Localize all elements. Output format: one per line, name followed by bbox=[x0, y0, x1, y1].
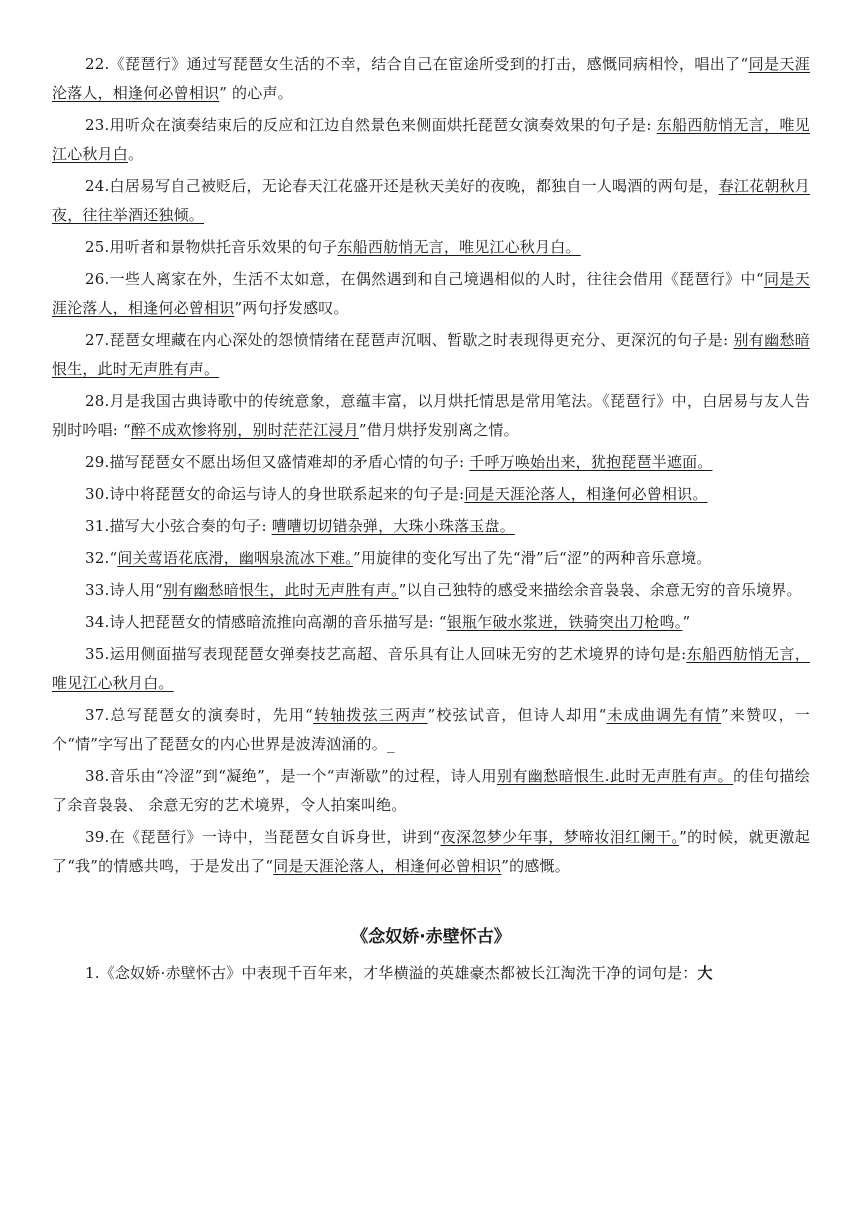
underlined-answer: 千呼万唤始出来，犹抱琵琶半遮面。 bbox=[469, 453, 713, 471]
question-item bbox=[52, 512, 810, 541]
question-item bbox=[52, 762, 810, 820]
underlined-answer: 未成曲调先有情 bbox=[606, 706, 722, 724]
question-item bbox=[52, 823, 810, 881]
question-text: 33.诗人用“ bbox=[85, 581, 163, 599]
question-text: 30.诗中将琵琶女的命运与诗人的身世联系起来的句子是: bbox=[85, 485, 465, 503]
question-item bbox=[52, 448, 810, 477]
question-item bbox=[52, 172, 810, 230]
answer-start: 大 bbox=[697, 964, 713, 982]
underlined-answer: 别有幽愁暗恨生，此时无声胜有声。 bbox=[162, 581, 399, 599]
underlined-answer: 间关莺语花底滑，幽咽泉流冰下难。 bbox=[117, 549, 354, 567]
question-text: 28.月是我国古典诗歌中的传统意象，意蕴丰富，以月烘托情思是常用笔法。《琵琶行》中，白居易与友人告别时吟唱: “ bbox=[52, 392, 810, 439]
underlined-answer: 东船西舫悄无言，唯见江心秋月白。 bbox=[337, 238, 581, 256]
question-text: 34.诗人把琵琶女的情感暗流推向高潮的音乐描写是: “ bbox=[85, 613, 447, 631]
question-text: 29.描写琵琶女不愿出场但又盛情难却的矛盾心情的句子: bbox=[85, 453, 470, 471]
question-text: 31.描写大小弦合奏的句子: bbox=[85, 517, 272, 535]
underlined-answer: 同是天涯沦落人，相逢何必曾相识。 bbox=[464, 485, 708, 503]
question-text: ” bbox=[682, 613, 691, 631]
question-item bbox=[52, 326, 810, 384]
underlined-answer: 同是天涯沦落人，相逢何必曾相识 bbox=[273, 857, 502, 875]
question-text: 25.用听者和景物烘托音乐效果的句子 bbox=[85, 238, 338, 256]
question-text: 26.一些人离家在外，生活不太如意，在偶然遇到和自己境遇相似的人时，往往会借用《琵琶行》中“ bbox=[85, 270, 764, 288]
question-text: 27.琵琶女埋藏在内心深处的怨愤情绪在琵琶声沉咽、暂歇之时表现得更充分、更深沉的句子是: bbox=[85, 331, 734, 349]
question-item bbox=[52, 233, 810, 262]
underlined-answer: 东船西舫悄无言，唯见江心秋月白。 bbox=[52, 645, 810, 692]
question-text: 39.在《琵琶行》一诗中，当琵琶女自诉身世，讲到“ bbox=[85, 828, 441, 846]
question-text: ”校弦试音，但诗人却用“ bbox=[427, 706, 607, 724]
question-item bbox=[52, 608, 810, 637]
question-text: 的佳句描绘了余音袅袅、 余意无穷的艺术境界，令人拍案叫绝。 bbox=[52, 767, 810, 814]
question-item bbox=[52, 701, 810, 759]
question-list bbox=[52, 50, 810, 881]
underlined-answer: 醉不成欢惨将别，别时茫茫江浸月 bbox=[130, 421, 359, 439]
question-text: 22.《琵琶行》通过写琵琶女生活的不幸，结合自己在宦途所受到的打击，感慨同病相怜，唱出了“ bbox=[85, 55, 749, 73]
question-text: 35.运用侧面描写表现琵琶女弹奏技艺高超、音乐具有让人回味无穷的艺术境界的诗句是: bbox=[85, 645, 687, 663]
underlined-answer: 银瓶乍破水浆迸，铁骑突出刀枪鸣。 bbox=[446, 613, 683, 631]
underlined-answer: 春江花朝秋月夜，往往举酒还独倾。 bbox=[52, 177, 811, 224]
question-item bbox=[52, 640, 810, 698]
question-text: ”用旋律的变化写出了先“滑”后“涩”的两种音乐意境。 bbox=[353, 549, 712, 567]
underlined-answer: 同是天涯沦落人，相逢何必曾相识 bbox=[52, 270, 810, 317]
underlined-answer: 嘈嘈切切错杂弹，大珠小珠落玉盘。 bbox=[271, 517, 515, 535]
question-item bbox=[52, 50, 810, 108]
question-item bbox=[52, 111, 810, 169]
section-title: 《念奴娇·赤壁怀古》 bbox=[351, 927, 511, 947]
question-text: ”的时候，就更激起了“我”的情感共鸣，于是发出了“ bbox=[52, 828, 810, 875]
question-item bbox=[52, 265, 810, 323]
question-text: 38.音乐由“冷涩”到“凝绝”，是一个“声渐歇”的过程，诗人用 bbox=[85, 767, 497, 785]
document-page bbox=[52, 50, 810, 991]
question-text: 。 bbox=[128, 145, 144, 163]
underlined-answer: 别有幽愁暗恨生，此时无声胜有声。 bbox=[52, 331, 810, 378]
underlined-answer: 别有幽愁暗恨生.此时无声胜有声。 bbox=[496, 767, 734, 785]
question-text: ”两句抒发感叹。 bbox=[234, 299, 349, 317]
question-text: 24.白居易写自己被贬后，无论春天江花盛开还是秋天美好的夜晚，都独自一人喝酒的两句是， bbox=[85, 177, 719, 195]
question-text: ”的感慨。 bbox=[501, 857, 570, 875]
underlined-answer: 东船西舫悄无言，唯见江心秋月白 bbox=[52, 116, 810, 163]
question-text: 1.《念奴娇·赤壁怀古》中表现千百年来，才华横溢的英雄豪杰都被长江淘洗干净的词句是： bbox=[85, 964, 698, 982]
underlined-answer: 转轴拨弦三两声 bbox=[312, 706, 428, 724]
underlined-answer: 同是天涯沦落人，相逢何必曾相识 bbox=[52, 55, 810, 102]
underlined-answer: 夜深忽梦少年事，梦啼妆泪红阑干。 bbox=[440, 828, 680, 846]
section-question-list bbox=[52, 959, 810, 988]
question-item bbox=[52, 959, 810, 988]
question-item bbox=[52, 480, 810, 509]
question-text: ”借月烘抒发别离之情。 bbox=[358, 421, 519, 439]
question-item bbox=[52, 576, 810, 605]
question-text: ”以自己独特的感受来描绘余音袅袅、余意无穷的音乐境界。 bbox=[398, 581, 802, 599]
question-text: ” 的心声。 bbox=[219, 84, 293, 102]
question-text: 23.用听众在演奏结束后的反应和江边自然景色来侧面烘托琵琶女演奏效果的句子是: bbox=[85, 116, 657, 134]
question-text: ”来赞叹，一个“情”字写出了琵琶女的内心世界是波涛汹涌的。_ bbox=[52, 706, 811, 753]
question-item bbox=[52, 387, 810, 445]
question-text: 32.“ bbox=[85, 549, 118, 567]
question-text: 37.总写琵琶女的演奏时，先用“ bbox=[85, 706, 313, 724]
question-item bbox=[52, 544, 810, 573]
